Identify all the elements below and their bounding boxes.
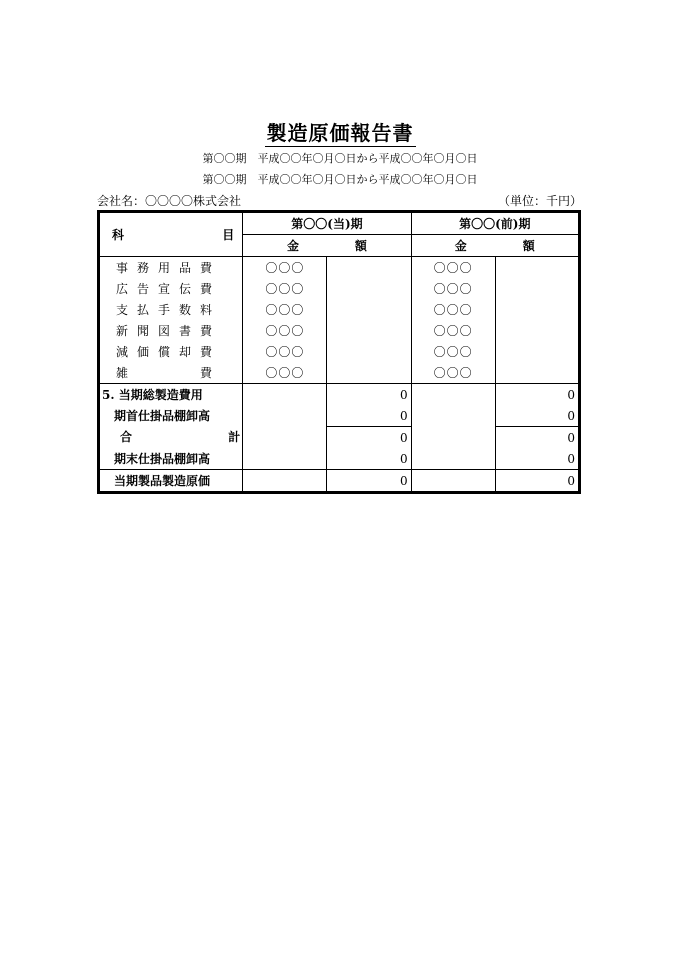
period-line-2: 第〇〇期 平成〇〇年〇月〇日から平成〇〇年〇月〇日: [202, 173, 478, 186]
header-row-1: [99, 212, 580, 235]
current-value: 0: [327, 405, 411, 427]
total-right: 計: [228, 430, 241, 445]
previous-value: 0: [567, 408, 575, 423]
header-current-amount: [243, 235, 411, 257]
table-row: [99, 257, 580, 279]
previous-value: 0: [495, 384, 579, 406]
current-blank: [327, 257, 411, 279]
previous-value: 〇〇〇: [433, 344, 473, 359]
current-value: 〇〇〇: [265, 344, 305, 359]
expense-label: 減価償却費: [116, 344, 222, 359]
summary-label: 期首仕掛品棚卸高: [114, 408, 211, 423]
current-value: 〇〇〇: [265, 365, 305, 380]
previous-value: 〇〇〇: [433, 323, 473, 338]
previous-blank: [495, 341, 579, 362]
previous-blank: [495, 257, 579, 279]
current-blank: [243, 470, 327, 493]
current-blank: [327, 278, 411, 299]
expense-label: 広告宣伝費: [116, 281, 222, 296]
previous-merged-blank: [411, 384, 495, 470]
current-value: 0: [327, 427, 411, 449]
amount-left-char: 金: [454, 238, 467, 253]
table-row: [99, 299, 580, 320]
table-row: [99, 320, 580, 341]
previous-blank: [495, 299, 579, 320]
period-line-1: 第〇〇期 平成〇〇年〇月〇日から平成〇〇年〇月〇日: [202, 152, 478, 165]
table-row: [99, 470, 580, 493]
previous-value: 〇〇〇: [433, 260, 473, 275]
summary-total-label: [99, 427, 243, 449]
amount-left-char: 金: [286, 238, 299, 253]
expense-label: 雑 費: [116, 365, 222, 380]
expense-label: 新聞図書費: [116, 323, 222, 338]
current-value: 〇〇〇: [265, 302, 305, 317]
table-row: [99, 278, 580, 299]
amount-right-char: 額: [354, 238, 367, 253]
current-value: 0: [327, 470, 411, 493]
company-name: 会社名：〇〇〇〇株式会社: [97, 194, 242, 208]
summary-label: 期末仕掛品棚卸高: [114, 451, 211, 466]
header-subject-cell: [99, 212, 243, 257]
expense-label: 事務用品費: [116, 260, 222, 275]
current-merged-blank: [243, 384, 327, 470]
current-value: 〇〇〇: [265, 323, 305, 338]
header-current-period: 第〇〇(当)期: [243, 212, 411, 235]
report-title: 製造原価報告書: [266, 121, 414, 145]
expense-label: 支払手数料: [116, 302, 222, 317]
current-blank: [327, 341, 411, 362]
amount-right-char: 額: [522, 238, 535, 253]
previous-value: 〇〇〇: [433, 365, 473, 380]
header-previous-amount: [411, 235, 579, 257]
table-row: [99, 384, 580, 406]
previous-blank: [495, 278, 579, 299]
header-previous-period: 第〇〇(前)期: [411, 212, 579, 235]
previous-value: 〇〇〇: [433, 302, 473, 317]
previous-value: 〇〇〇: [433, 281, 473, 296]
current-value: 〇〇〇: [265, 260, 305, 275]
current-blank: [327, 299, 411, 320]
previous-blank: [495, 320, 579, 341]
summary-label: 5. 当期総製造費用: [99, 384, 243, 406]
unit-label: （単位：千円）: [497, 194, 582, 208]
table-row: [99, 405, 580, 427]
header-subject-right: 目: [222, 227, 235, 242]
summary-label: 当期製品製造原価: [99, 470, 243, 493]
previous-value: 0: [495, 427, 579, 449]
previous-blank: [411, 470, 495, 493]
current-value: 0: [327, 448, 411, 470]
header-subject-left: 科: [112, 227, 125, 242]
table-row: [99, 448, 580, 470]
previous-blank: [495, 362, 579, 384]
table-row: [99, 341, 580, 362]
previous-value: 0: [495, 470, 579, 493]
previous-value: 0: [567, 451, 575, 466]
current-value: 〇〇〇: [265, 281, 305, 296]
cost-report-table: [97, 210, 581, 494]
current-value: 0: [327, 384, 411, 406]
table-row: [99, 427, 580, 449]
table-row: [99, 362, 580, 384]
current-blank: [327, 362, 411, 384]
total-left: 合: [120, 430, 133, 445]
current-blank: [327, 320, 411, 341]
